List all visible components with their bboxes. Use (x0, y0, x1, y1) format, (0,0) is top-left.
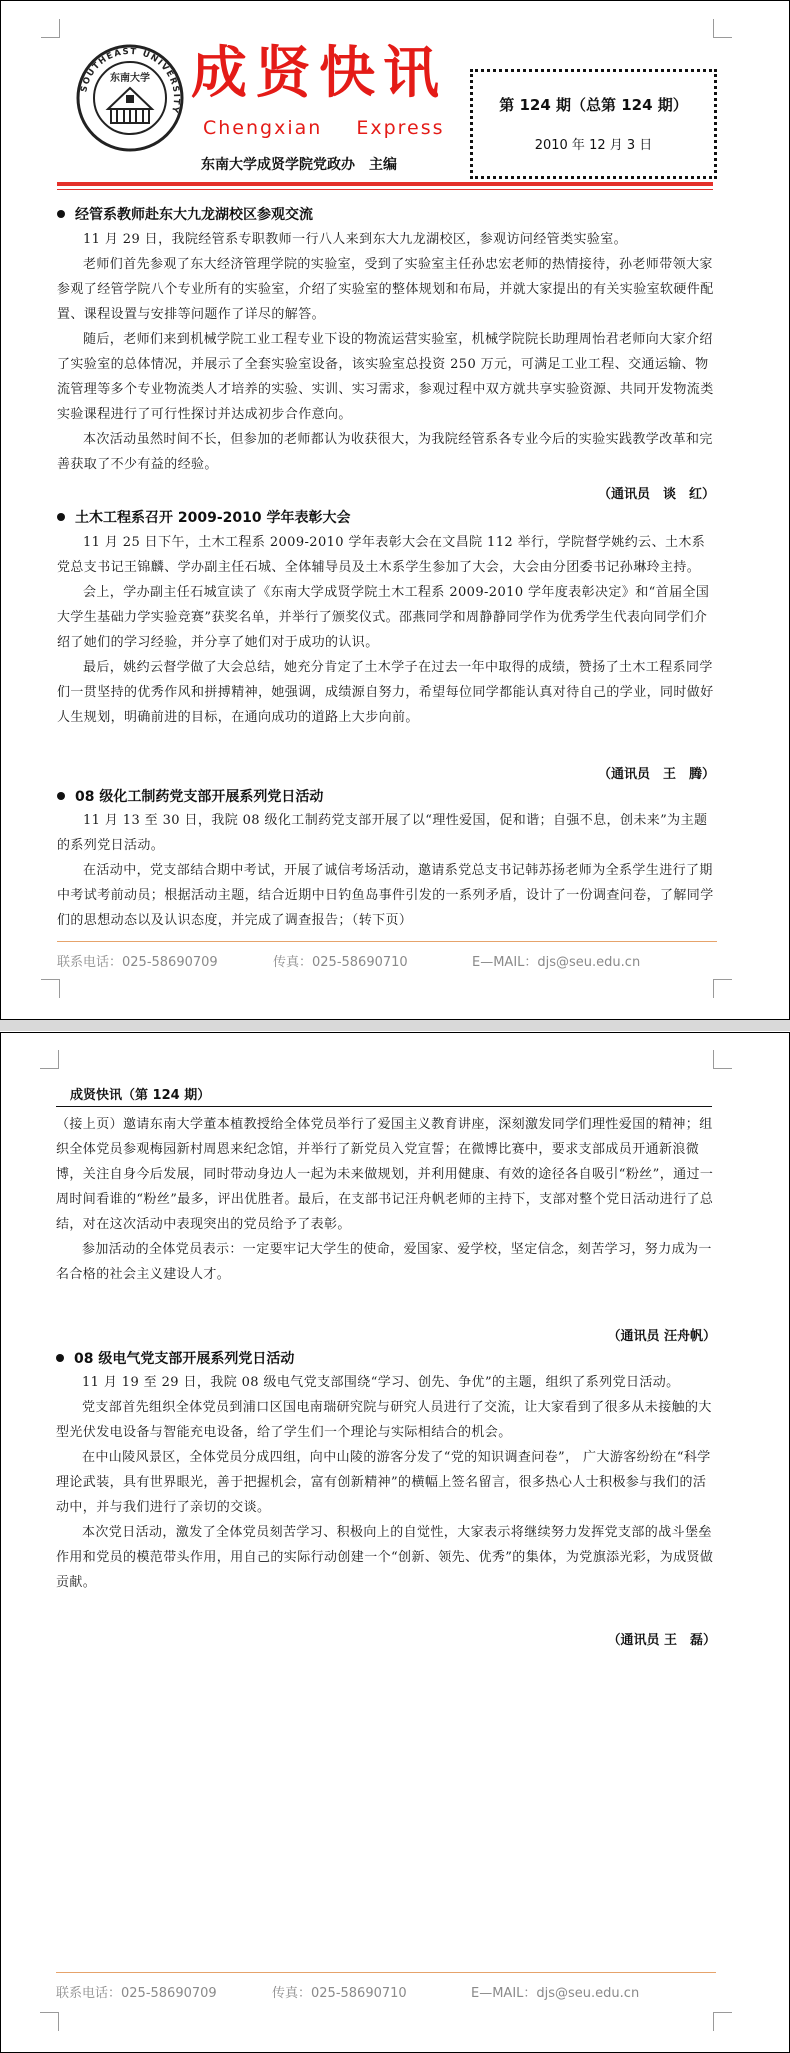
article-body (56, 1370, 716, 1595)
paragraph: 本次活动虽然时间不长，但参加的老师都认为收获很大，为我院经管系各专业今后的实验实践教学改革和完善获取了不少有益的经验。 (57, 432, 713, 472)
paragraph: （接上页）邀请东南大学董本植教授给全体党员举行了爱国主义教育讲座，深刻激发同学们理性爱国的精神；组织全体党员参观梅园新村周恩来纪念馆，并举行了新党员入党宣誓；在微博比赛中，要求支部成员开通新浪微博，关注自身今后发展，同时带动身边人一起为未来做规划，并利用健康、有效的途径各自吸引“粉丝”，通过一周时间看谁的“粉丝”最多，评出优胜者。最后，在支部书记汪舟帆老师的主持下，支部对整个党日活动进行了总结，对在这次活动中表现突出的党员给予了表彰。 (56, 1117, 714, 1232)
bullet-icon (56, 1354, 64, 1362)
paragraph: 随后，老师们来到机械学院工业工程专业下设的物流运营实验室，机械学院院长助理周怡君老师向大家介绍了实验室的总体情况，并展示了全套实验室设备，该实验室总投资 250 万元，可满足工业工程、交通运输、物流管理等多个专业物流类人才培养的实验、实训、实习需求，参观过程中双方就共享实验资源、共同开发物流类实验课程进行了可行性探讨并达成初步合作意向。 (57, 332, 714, 422)
bullet-icon (57, 792, 65, 800)
paragraph: 11 月 13 至 30 日，我院 08 级化工制药党支部开展了以“理性爱国，促和谐；自强不息，创未来”为主题的系列党日活动。 (57, 813, 708, 853)
paragraph: 党支部首先组织全体党员到浦口区国电南瑞研究院与研究人员进行了交流，让大家看到了很多从未接触的大型光伏发电设备与智能充电设备，给了学生们一个理论与实际相结合的机会。 (56, 1400, 712, 1440)
crop-mark (713, 2012, 732, 2031)
paragraph: 11 月 29 日，我院经管系专职教师一行八人来到东大九龙湖校区，参观访问经管类实验室。 (83, 232, 628, 247)
masthead-english-title: Chengxian Express (203, 117, 445, 139)
bullet-icon (57, 513, 65, 521)
article-title: 08 级电气党支部开展系列党日活动 (56, 1348, 294, 1368)
issue-date: 2010 年 12 月 3 日 (534, 138, 653, 153)
footer-rule (57, 941, 717, 942)
article-title: 土木工程系召开 2009-2010 学年表彰大会 (57, 507, 351, 527)
article-body (57, 227, 717, 477)
footer-phone: 联系电话：025-58690709 (57, 955, 218, 970)
paragraph: 会上，学办副主任石城宣读了《东南大学成贤学院土木工程系 2009-2010 学年度表彰决定》和“首届全国大学生基础力学实验竞赛”获奖名单，并举行了颁奖仪式。邵燕同学和周静静同学作为优秀学生代表向同学们介绍了她们的学习经验，并分享了她们对于成功的认识。 (57, 585, 710, 650)
footer-fax: 传真：025-58690710 (273, 955, 408, 970)
crop-mark (40, 1050, 59, 1069)
issue-number: 第 124 期（总第 124 期） (499, 96, 688, 114)
running-head: 成贤快讯（第 124 期） (70, 1088, 211, 1103)
crop-mark (41, 19, 60, 38)
paragraph: 11 月 25 日下午，土木工程系 2009-2010 学年表彰大会在文昌院 112 举行，学院督学姚约云、土木系党总支书记王锦麟、学办副主任石城、全体辅导员及土木系学生参加了大会，大会由分团委书记孙琳玲主持。 (57, 535, 706, 575)
masthead-title: 成贤快讯 (191, 40, 447, 106)
footer-email: E—MAIL：djs@seu.edu.cn (472, 955, 641, 970)
article-title: 经管系教师赴东大九龙湖校区参观交流 (57, 204, 313, 224)
crop-mark (713, 979, 732, 998)
crop-mark (713, 1050, 732, 1069)
article-byline: （通讯员 王 磊） (607, 1633, 716, 1648)
continuation-body (56, 1112, 716, 1287)
seal-ring-text: SOUTHEAST UNIVERSITY (79, 46, 182, 115)
article-byline: （通讯员 谈 红） (597, 487, 715, 502)
paragraph: 本次党日活动，激发了全体党员刻苦学习、积极向上的自觉性，大家表示将继续努力发挥党支部的战斗堡垒作用和党员的模范带头作用，用自己的实际行动创建一个“创新、领先、优秀”的集体，为党旗添光彩，为成贤做贡献。 (56, 1525, 714, 1590)
paragraph: 参加活动的全体党员表示：一定要牢记大学生的使命，爱国家、爱学校，坚定信念，刻苦学习，努力成为一名合格的社会主义建设人才。 (56, 1242, 712, 1282)
masthead-editor: 东南大学成贤学院党政办 主编 (201, 157, 397, 173)
paragraph: 老师们首先参观了东大经济管理学院的实验室，受到了实验室主任孙忠宏老师的热情接待，孙老师带领大家参观了经管学院八个专业所有的实验室，介绍了实验室的整体规划和布局，并就大家提出的有关实验室软硬件配置、课程设置与安排等问题作了详尽的解答。 (57, 257, 714, 322)
article-title: 08 级化工制药党支部开展系列党日活动 (57, 786, 323, 806)
article-byline: （通讯员 汪舟帆） (607, 1329, 716, 1344)
paragraph: 在活动中，党支部结合期中考试，开展了诚信考场活动，邀请系党总支书记韩苏扬老师为全系学生进行了期中考试考前动员；根据活动主题，结合近期中日钓鱼岛事件引发的一系列矛盾，设计了一份调查问卷，了解同学们的思想动态以及认识态度，并完成了调查报告；（转下页） (57, 863, 714, 928)
bullet-icon (57, 210, 65, 218)
running-head-rule (56, 1106, 712, 1107)
paragraph: 最后，姚约云督学做了大会总结，她充分肯定了土木学子在过去一年中取得的成绩，赞扬了土木工程系同学们一贯坚持的优秀作风和拼搏精神，她强调，成绩源自努力，希望每位同学都能认真对待自己的学业，同时做好人生规划，明确前进的目标，在通向成功的道路上大步向前。 (57, 660, 714, 725)
masthead-rule-thick (57, 182, 713, 186)
footer-email: E—MAIL：djs@seu.edu.cn (471, 1986, 640, 2001)
paragraph: 在中山陵风景区，全体党员分成四组，向中山陵的游客分发了“党的知识调查问卷”， 广大游客纷纷在“科学理论武装，具有世界眼光，善于把握机会，富有创新精神”的横幅上签名留言，很多热心人士积极参与我们的活动中，并与我们进行了亲切的交谈。 (56, 1450, 711, 1515)
issue-box (470, 69, 717, 179)
footer-rule (56, 1972, 716, 1973)
seal-top-text: 东南大学 (110, 73, 150, 84)
footer-fax: 传真：025-58690710 (272, 1986, 407, 2001)
crop-mark (41, 979, 60, 998)
page-1 (0, 0, 790, 1020)
article-body (57, 808, 717, 933)
crop-mark (713, 19, 732, 38)
paragraph: 11 月 19 至 29 日，我院 08 级电气党支部围绕“学习、创先、争优”的主题，组织了系列党日活动。 (82, 1375, 680, 1390)
university-seal-logo (75, 43, 185, 153)
article-byline: （通讯员 王 腾） (597, 767, 715, 782)
article-body (57, 530, 717, 730)
page-gap (0, 1019, 790, 1031)
masthead-rule-thin (57, 189, 713, 190)
crop-mark (40, 2012, 59, 2031)
footer-phone: 联系电话：025-58690709 (56, 1986, 217, 2001)
